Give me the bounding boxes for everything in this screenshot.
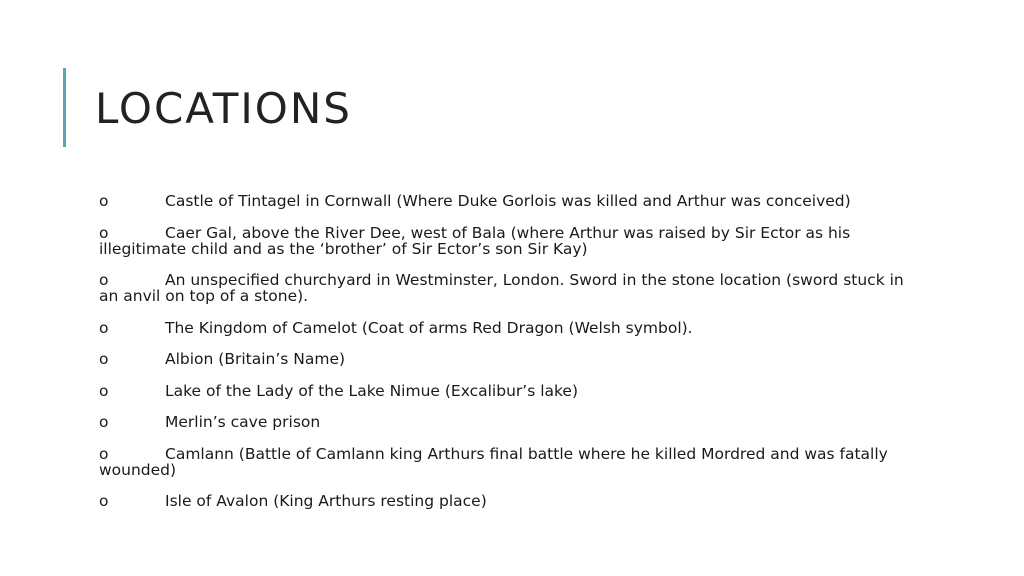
bullet-item xyxy=(99,193,914,209)
title-accent-bar xyxy=(63,68,66,147)
bullet-text: Isle of Avalon (King Arthurs resting place) xyxy=(165,492,487,510)
bullet-item xyxy=(99,320,914,336)
bullet-text: Albion (Britain’s Name) xyxy=(165,350,346,368)
bullet-marker: o xyxy=(99,413,109,431)
bullet-item xyxy=(99,383,914,399)
bullet-item xyxy=(99,351,914,367)
bullet-marker: o xyxy=(99,192,109,210)
bullet-marker: o xyxy=(99,318,109,337)
bullet-text: Castle of Tintagel in Cornwall (Where Duke Gorlois was killed and Arthur was conceived) xyxy=(165,192,851,210)
bullet-text: Merlin’s cave prison xyxy=(165,413,321,431)
bullet-marker: o xyxy=(99,444,109,463)
bullet-marker: o xyxy=(99,271,109,289)
bullet-text: Camlann (Battle of Camlann king Arthurs final battle where he killed Mordred and was fatally wounded) xyxy=(99,444,888,479)
bullet-text: Lake of the Lady of the Lake Nimue (Excalibur’s lake) xyxy=(165,381,579,400)
bullet-item xyxy=(99,446,914,478)
bullet-item xyxy=(99,225,914,257)
bullet-text: The Kingdom of Camelot (Coat of arms Red Dragon (Welsh symbol). xyxy=(165,318,693,337)
slide-title: LOCATIONS xyxy=(95,84,352,133)
bullet-item xyxy=(99,493,914,509)
bullet-marker: o xyxy=(99,350,109,368)
bullet-item xyxy=(99,272,914,304)
bullet-list xyxy=(99,193,914,525)
bullet-text: An unspecified churchyard in Westminster, London. Sword in the stone location (sword stuck in an anvil on top of a stone). xyxy=(99,271,904,305)
bullet-item xyxy=(99,414,914,430)
bullet-marker: o xyxy=(99,492,109,510)
bullet-text: Caer Gal, above the River Dee, west of Bala (where Arthur was raised by Sir Ector as his illegitimate child and as the ‘brother’ of Sir Ector’s son Sir Kay) xyxy=(99,223,851,258)
bullet-marker: o xyxy=(99,223,109,242)
bullet-marker: o xyxy=(99,381,109,400)
